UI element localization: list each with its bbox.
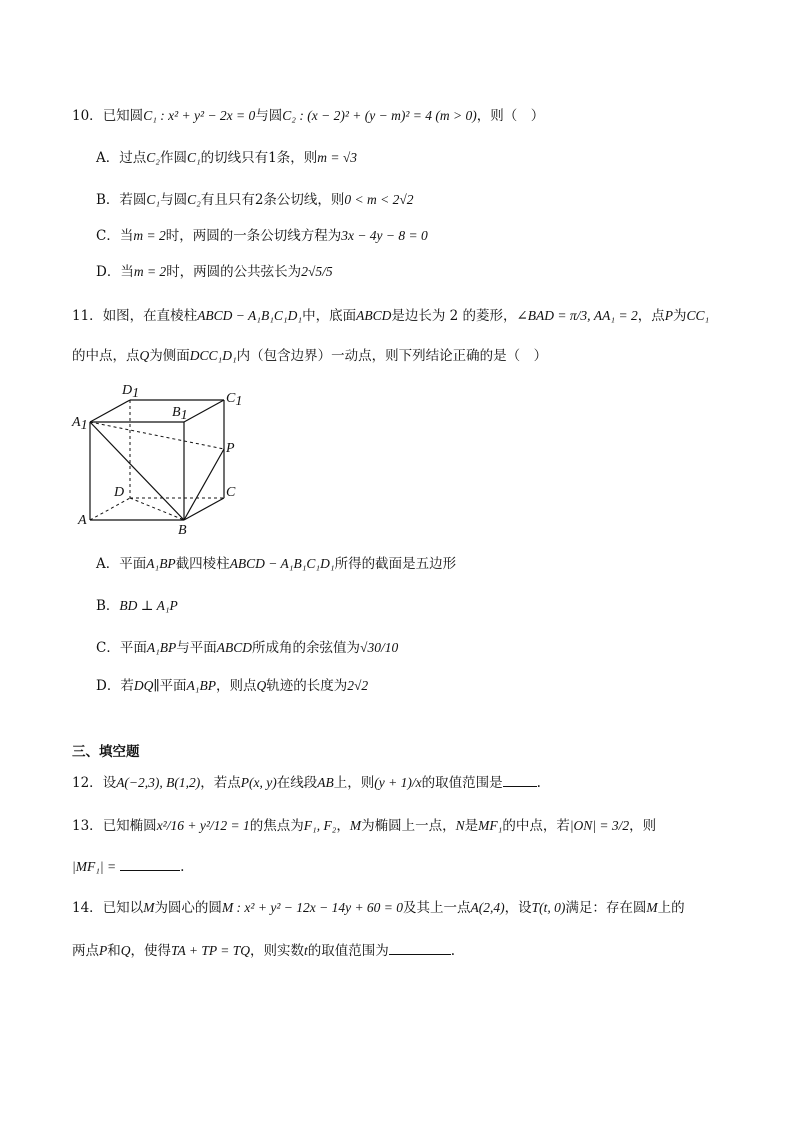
q13-line2: |MF₁| = . xyxy=(72,856,184,877)
label-c1: C1 xyxy=(226,391,243,409)
label-b: B xyxy=(178,523,187,538)
q11-option-d: D．若DQ∥平面A₁BP，则点Q轨迹的长度为2√2 xyxy=(96,678,369,694)
q12: 12．设A(−2,3), B(1,2)，若点P(x, y)在线段AB上，则(y + 1)/x的取值范围是 . xyxy=(72,772,541,793)
q12-answer-blank[interactable] xyxy=(503,772,537,787)
q10-circle-c1: C₁ : x² + y² − 2x = 0 xyxy=(143,108,256,123)
q11-option-a: A．平面A₁BP截四棱柱ABCD − A₁B₁C₁D₁所得的截面是五边形 xyxy=(96,556,457,572)
q13-number: 13． xyxy=(72,818,103,834)
q11-stem-line2: 的中点，点Q为侧面DCC₁D₁内（包含边界）一动点，则下列结论正确的是（ ） xyxy=(72,348,548,364)
section-title: 三、填空题 xyxy=(72,744,140,760)
q10-circle-c2: C₂ : (x − 2)² + (y − m)² = 4 (m > 0) xyxy=(282,108,477,123)
q10-option-b: B．若圆C₁与圆C₂有且只有2条公切线，则0 < m < 2√2 xyxy=(96,192,414,208)
q11-number: 11． xyxy=(72,308,103,324)
q13-line1: 13．已知椭圆x²/16 + y²/12 = 1的焦点为F₁, F₂，M为椭圆上一点，N是MF₁的中点，若|ON| = 3/2，则 xyxy=(72,818,657,834)
q14-answer-blank[interactable] xyxy=(389,940,451,955)
q10-stem: 10．已知圆C₁ : x² + y² − 2x = 0与圆C₂ : (x − 2)² + (y − m)² = 4 (m > 0)，则（ ） xyxy=(72,108,545,124)
q10-number: 10． xyxy=(72,108,103,124)
q10-option-a: A．过点C₂作圆C₁的切线只有1条，则m = √3 xyxy=(96,150,358,166)
label-a1: A1 xyxy=(72,415,88,433)
label-c: C xyxy=(226,485,236,500)
q14-line2: 两点P和Q，使得TA + TP = TQ，则实数t的取值范围为 . xyxy=(72,940,455,961)
q11-stem-line1: 11．如图，在直棱柱ABCD − A₁B₁C₁D₁中，底面ABCD是边长为 2 的菱形，∠BAD = π/3, AA₁ = 2，点P为CC₁ xyxy=(72,308,710,324)
label-a: A xyxy=(78,513,87,528)
q14-line1: 14．已知以M为圆心的圆M : x² + y² − 12x − 14y + 60 = 0及其上一点A(2,4)，设T(t, 0)满足：存在圆M上的 xyxy=(72,900,685,916)
label-b1: B1 xyxy=(172,405,188,423)
q10-option-c: C．当m = 2时，两圆的一条公切线方程为3x − 4y − 8 = 0 xyxy=(96,228,428,244)
q10-option-d: D．当m = 2时，两圆的公共弦长为2√5/5 xyxy=(96,264,333,280)
label-p: P xyxy=(226,441,235,456)
label-d: D xyxy=(114,485,125,500)
q11-option-c: C．平面A₁BP与平面ABCD所成角的余弦值为√30/10 xyxy=(96,640,399,656)
q13-answer-blank[interactable] xyxy=(120,856,180,871)
q12-number: 12． xyxy=(72,775,103,791)
prism-figure xyxy=(66,378,256,538)
q14-number: 14． xyxy=(72,900,103,916)
q11-option-b: B．BD ⊥ A₁P xyxy=(96,598,178,614)
label-d1: D1 xyxy=(122,383,140,401)
